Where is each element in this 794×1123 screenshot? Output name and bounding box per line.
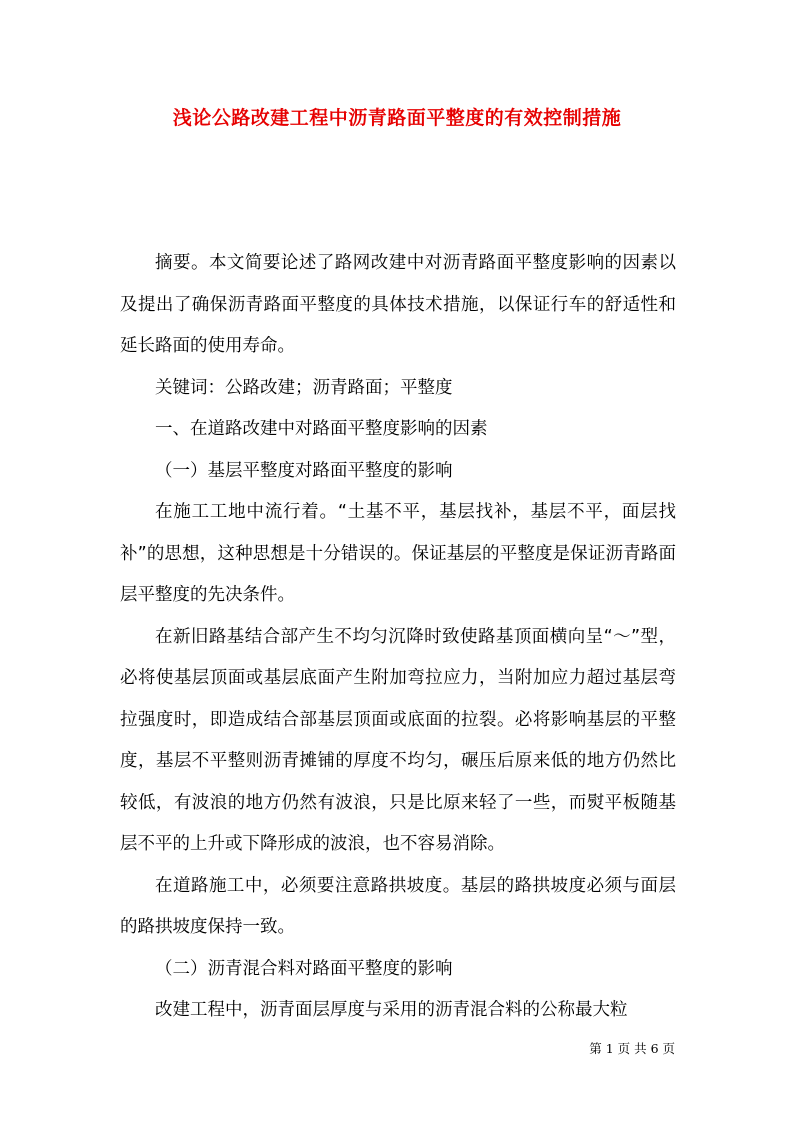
subsection-heading-2: （二）沥青混合料对路面平整度的影响 (155, 958, 453, 979)
section-heading-1: 一、在道路改建中对路面平整度影响的因素 (155, 419, 488, 439)
abstract-paragraph: 摘要。本文简要论述了路网改建中对沥青路面平整度影响的因素以及提出了确保沥青路面平整度的具体技术措施，以保证行车的舒适性和延长路面的使用寿命。 (120, 253, 676, 356)
page-number: 第 1 页 共 6 页 (589, 1041, 675, 1056)
document-body (120, 243, 676, 1032)
body-paragraph: 在新旧路基结合部产生不均匀沉降时致使路基顶面横向呈“～”型，必将使基层顶面或基层底面产生附加弯拉应力，当附加应力超过基层弯拉强度时，即造成结合部基层顶面或底面的拉裂。必将影响基层的平整度，基层不平整则沥青摊铺的厚度不均匀，碾压后原来低的地方仍然比较低，有波浪的地方仍然有波浪，只是比原来轻了一些，而熨平板随基层不平的上升或下降形成的波浪，也不容易消除。 (120, 626, 676, 854)
keywords-paragraph: 关键词：公路改建；沥青路面；平整度 (155, 377, 453, 398)
body-paragraph: 在道路施工中，必须要注意路拱坡度。基层的路拱坡度必须与面层的路拱坡度保持一致。 (120, 875, 676, 937)
body-paragraph: 在施工工地中流行着。“土基不平，基层找补，基层不平，面层找补”的思想，这种思想是十分错误的。保证基层的平整度是保证沥青路面层平整度的先决条件。 (120, 502, 676, 605)
document-title: 浅论公路改建工程中沥青路面平整度的有效控制措施 (172, 107, 622, 129)
body-paragraph: 改建工程中，沥青面层厚度与采用的沥青混合料的公称最大粒 (155, 1000, 628, 1020)
subsection-heading-1: （一）基层平整度对路面平整度的影响 (155, 460, 453, 481)
